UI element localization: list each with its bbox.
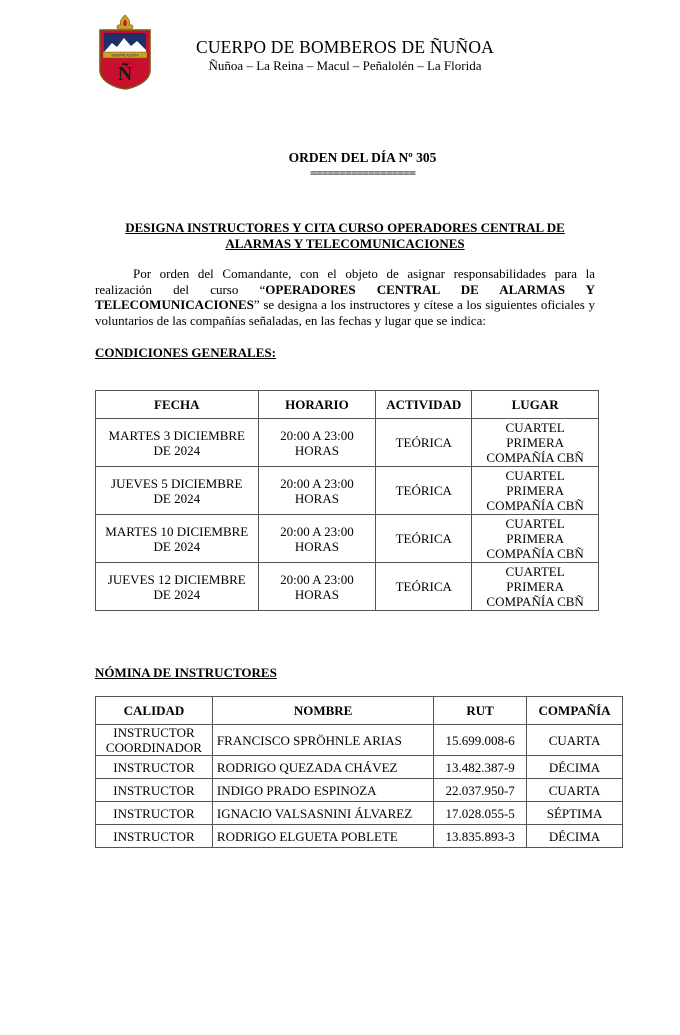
conditions-table bbox=[95, 390, 599, 611]
intro-text-part-2: ” se designa a los instructores y cítese a los siguientes oficiales y voluntarios de las compañías señaladas, en las fechas y lugar que se indica: bbox=[95, 297, 595, 328]
calidad-cell: INSTRUCTOR bbox=[96, 825, 213, 848]
lugar-cell: CUARTEL PRIMERA COMPAÑÍA CBÑ bbox=[472, 515, 599, 563]
instructors-header-row bbox=[96, 697, 623, 725]
table-row bbox=[96, 419, 599, 467]
compania-cell: SÉPTIMA bbox=[527, 802, 623, 825]
logo-banner-text: SIEMPRE ALERTA bbox=[111, 53, 139, 58]
column-header-lugar: LUGAR bbox=[472, 391, 599, 419]
logo-letter: Ñ bbox=[117, 63, 133, 85]
nombre-cell: RODRIGO ELGUETA POBLETE bbox=[212, 825, 433, 848]
organization-name: CUERPO DE BOMBEROS DE ÑUÑOA bbox=[195, 37, 495, 57]
subject-line-1: DESIGNA INSTRUCTORES Y CITA CURSO OPERADORES CENTRAL DE bbox=[125, 220, 565, 235]
table-row bbox=[96, 563, 599, 611]
actividad-cell: TEÓRICA bbox=[376, 563, 472, 611]
calidad-cell: INSTRUCTOR bbox=[96, 802, 213, 825]
rut-cell: 13.482.387-9 bbox=[434, 756, 527, 779]
horario-cell: 20:00 A 23:00 HORAS bbox=[258, 467, 376, 515]
horario-cell: 20:00 A 23:00 HORAS bbox=[258, 419, 376, 467]
lugar-cell: CUARTEL PRIMERA COMPAÑÍA CBÑ bbox=[472, 563, 599, 611]
column-header-nombre: NOMBRE bbox=[212, 697, 433, 725]
rut-cell: 15.699.008-6 bbox=[434, 725, 527, 756]
compania-cell: CUARTA bbox=[527, 725, 623, 756]
course-name: OPERADORES CENTRAL DE ALARMAS Y TELECOMUNICACIONES bbox=[95, 281, 595, 313]
calidad-cell: INSTRUCTOR bbox=[96, 779, 213, 802]
actividad-cell: TEÓRICA bbox=[376, 467, 472, 515]
intro-paragraph bbox=[95, 266, 595, 328]
fire-department-crest-logo bbox=[97, 14, 153, 90]
table-row bbox=[96, 725, 623, 756]
compania-cell: DÉCIMA bbox=[527, 825, 623, 848]
rut-cell: 22.037.950-7 bbox=[434, 779, 527, 802]
table-row bbox=[96, 756, 623, 779]
rut-cell: 17.028.055-5 bbox=[434, 802, 527, 825]
calidad-cell: INSTRUCTOR bbox=[96, 756, 213, 779]
intro-text-part-1: Por orden del Comandante, con el objeto de asignar responsabilidades para la realización del curso “ bbox=[95, 266, 595, 297]
column-header-horario: HORARIO bbox=[258, 391, 376, 419]
table-row bbox=[96, 515, 599, 563]
lugar-cell: CUARTEL PRIMERA COMPAÑÍA CBÑ bbox=[472, 467, 599, 515]
compania-cell: DÉCIMA bbox=[527, 756, 623, 779]
instructors-table bbox=[95, 696, 623, 848]
calidad-cell: INSTRUCTOR COORDINADOR bbox=[96, 725, 213, 756]
order-title-rule: ================== bbox=[309, 166, 416, 180]
table-row bbox=[96, 467, 599, 515]
compania-cell: CUARTA bbox=[527, 779, 623, 802]
rut-cell: 13.835.893-3 bbox=[434, 825, 527, 848]
column-header-calidad: CALIDAD bbox=[96, 697, 213, 725]
fecha-cell: MARTES 10 DICIEMBRE DE 2024 bbox=[96, 515, 259, 563]
column-header-actividad: ACTIVIDAD bbox=[376, 391, 472, 419]
nombre-cell: INDIGO PRADO ESPINOZA bbox=[212, 779, 433, 802]
table-row bbox=[96, 802, 623, 825]
document-subject bbox=[95, 220, 595, 252]
nombre-cell: IGNACIO VALSASNINI ÁLVAREZ bbox=[212, 802, 433, 825]
table-row bbox=[96, 825, 623, 848]
table-row bbox=[96, 779, 623, 802]
actividad-cell: TEÓRICA bbox=[376, 419, 472, 467]
conditions-heading: CONDICIONES GENERALES: bbox=[95, 345, 276, 360]
column-header-rut: RUT bbox=[434, 697, 527, 725]
fecha-cell: JUEVES 5 DICIEMBRE DE 2024 bbox=[96, 467, 259, 515]
horario-cell: 20:00 A 23:00 HORAS bbox=[258, 563, 376, 611]
nombre-cell: RODRIGO QUEZADA CHÁVEZ bbox=[212, 756, 433, 779]
order-title: ORDEN DEL DÍA Nº 305 bbox=[288, 150, 437, 165]
nombre-cell: FRANCISCO SPRÖHNLE ARIAS bbox=[212, 725, 433, 756]
fecha-cell: JUEVES 12 DICIEMBRE DE 2024 bbox=[96, 563, 259, 611]
lugar-cell: CUARTEL PRIMERA COMPAÑÍA CBÑ bbox=[472, 419, 599, 467]
organization-subtitle: Ñuñoa – La Reina – Macul – Peñalolén – La Florida bbox=[208, 58, 482, 73]
column-header-compania: COMPAÑÍA bbox=[527, 697, 623, 725]
subject-line-2: ALARMAS Y TELECOMUNICACIONES bbox=[225, 236, 465, 251]
column-header-fecha: FECHA bbox=[96, 391, 259, 419]
conditions-header-row bbox=[96, 391, 599, 419]
fecha-cell: MARTES 3 DICIEMBRE DE 2024 bbox=[96, 419, 259, 467]
instructors-heading: NÓMINA DE INSTRUCTORES bbox=[95, 665, 277, 680]
actividad-cell: TEÓRICA bbox=[376, 515, 472, 563]
horario-cell: 20:00 A 23:00 HORAS bbox=[258, 515, 376, 563]
